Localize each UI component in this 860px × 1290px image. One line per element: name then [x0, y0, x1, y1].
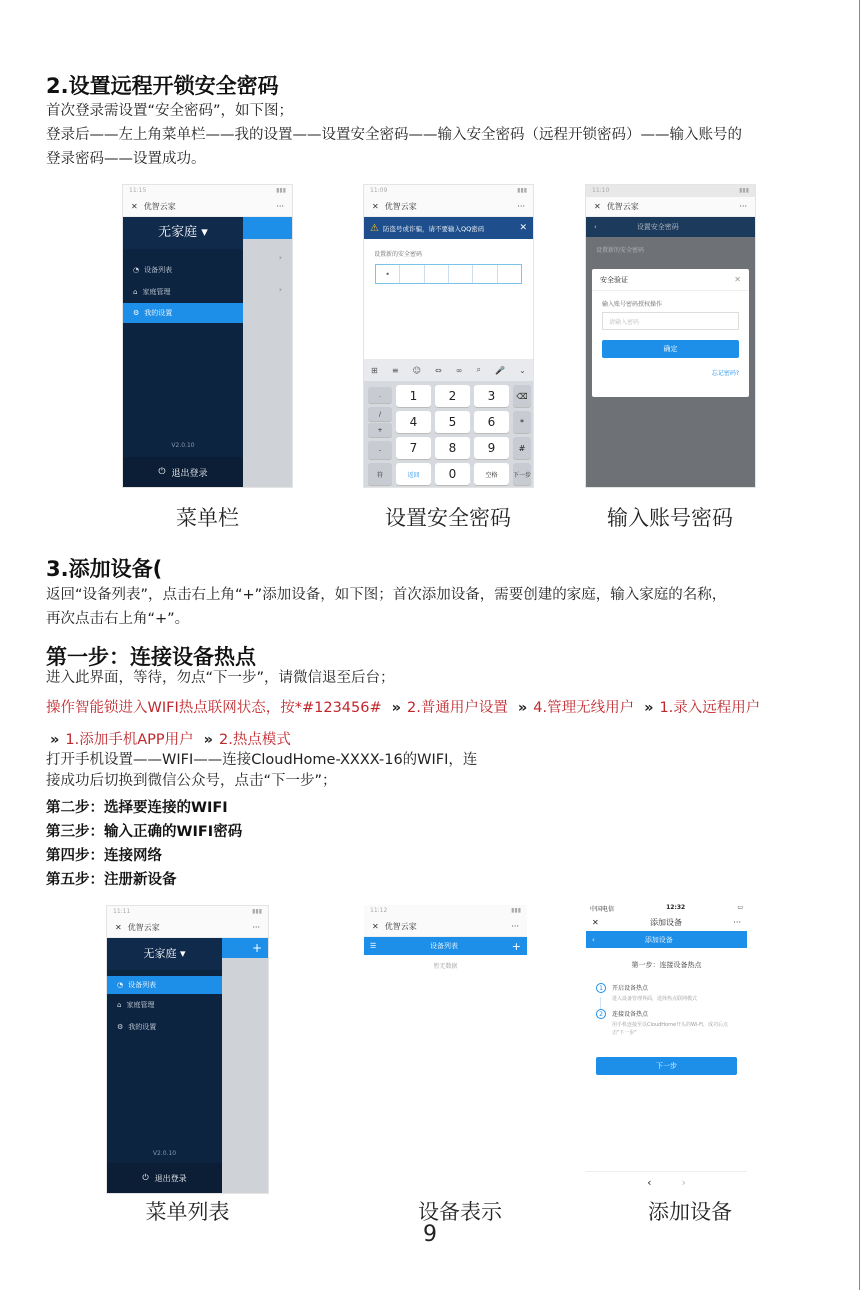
browser-nav [586, 1171, 747, 1193]
more-icon[interactable]: ··· [276, 202, 284, 211]
screenshot-menu: 11:15 ▮▮▮ ✕ 优智云家 ··· › › 无家庭 ▾ ◔ 设备列表 ⌂ 家庭管理 ⚙ 我的设置 V2.0.10 ⏻ 退出登录 [122, 184, 293, 488]
step1-line3: 接成功后切换到微信公众号，点击“下一步”； [46, 773, 337, 789]
security-dialog [592, 269, 749, 397]
close-icon[interactable]: ✕ [734, 275, 741, 284]
close-icon[interactable]: ✕ [372, 202, 379, 211]
screenshot-device-list: 11:12 ▮▮▮ ✕ 优智云家 ··· ☰ 设备列表 + 暂无数据 [364, 905, 527, 1015]
close-icon[interactable]: ✕ [131, 202, 138, 211]
version-label: V2.0.10 [171, 442, 195, 449]
add-device-header: ‹ 添加设备 [586, 931, 747, 948]
qq-warning-banner: ⚠ 防盗号或诈骗，请不要输入QQ密码 ✕ [364, 217, 533, 239]
add-icon[interactable]: + [511, 939, 521, 953]
caption-menu-list: 菜单列表 [145, 1200, 230, 1224]
home-selector[interactable]: 无家庭 ▾ [123, 217, 243, 249]
step1-title: 第一步：连接设备热点 [46, 645, 256, 669]
caption-device-list: 设备表示 [418, 1200, 502, 1224]
step5: 第五步：注册新设备 [46, 872, 177, 888]
keyboard-toolbar: ⊞ ≡ ☺ ⇔ ∞ ⌕ 🎤 ⌄ [364, 359, 533, 381]
menu-item-settings[interactable]: ⚙ 我的设置 [123, 303, 243, 323]
home-selector[interactable]: 无家庭 ▾ [107, 938, 222, 970]
section3-line2: 再次点击右上角“+”。 [46, 611, 190, 627]
more-icon[interactable]: ··· [733, 917, 741, 927]
dialog-label: 输入账号密码授权操作 [602, 301, 663, 308]
menu-overlay [222, 938, 268, 1193]
section3-line1: 返回“设备列表”，点击右上角“+”添加设备，如下图；首次添加设备，需要创建的家庭，输入家庭的名称， [46, 587, 727, 603]
logout-icon: ⏻ [158, 467, 166, 477]
empty-state: 暂无数据 [433, 963, 458, 970]
forward-arrow-icon[interactable]: › [681, 1176, 686, 1189]
logout-icon: ⏻ [142, 1173, 149, 1182]
home-icon: ⌂ [133, 288, 138, 296]
password-input[interactable]: 请输入密码 [602, 312, 739, 330]
screenshot-menu-list: 11:11 ▮▮▮ ✕ 优智云家 ··· + 无家庭 ▾ ◔ 设备列表 ⌂ 家庭管理 ⚙ 我的设置 V2.0.10 ⏻ 退出登录 [106, 905, 269, 1194]
gear-icon: ⚙ [117, 1023, 124, 1031]
confirm-button[interactable]: 确定 [602, 340, 739, 358]
close-icon[interactable]: ✕ [594, 202, 601, 211]
close-icon[interactable]: ✕ [115, 923, 122, 932]
screenshot-add-device: 中国电信 12:32 ▭ ✕ 添加设备 ··· ‹ 添加设备 第一步：连接设备热点 1 开启设备热点 进入设备管理界面，选择热点联网模式 2 连接设备热点 用手机连接至以CloudHome开头的Wi-Fi，成功后点击"下一步" 下一步 ‹ › [586, 903, 747, 1193]
menu-item-family[interactable]: ⌂ 家庭管理 [117, 1001, 155, 1009]
numeric-keyboard: ⊞ ≡ ☺ ⇔ ∞ ⌕ 🎤 ⌄ . / + - 1 2 3 4 5 6 7 8 9 ⌫ * # 符 返回 0 空格 下一步 [364, 359, 533, 487]
screenshot-set-password: 11:09 ▮▮▮ ✕ 优智云家 ··· ⚠ 防盗号或诈骗，请不要输入QQ密码 ✕ 设置新的安全密码 • ⊞ ≡ ☺ ⇔ ∞ ⌕ 🎤 ⌄ . / + - 1 2 3 4 5 6 7 8 9 ⌫ * # 符 返回 0 空格 下一步 [363, 184, 534, 488]
step2: 第二步：选择要连接的WIFI [46, 800, 228, 816]
menu-item-settings[interactable]: ⚙ 我的设置 [117, 1023, 157, 1031]
home-icon: ⌂ [117, 1001, 122, 1009]
version-label: V2.0.10 [152, 1150, 177, 1157]
section3-title: 3.添加设备( [46, 557, 163, 581]
forgot-password-link[interactable]: 忘记密码? [711, 370, 739, 377]
menu-overlay: › › [243, 217, 292, 487]
password-label: 设置新的安全密码 [374, 251, 423, 258]
close-icon[interactable]: ✕ [519, 223, 527, 233]
step-item-1: 1 开启设备热点 进入设备管理界面，选择热点联网模式 [596, 983, 736, 1002]
step4: 第四步：连接网络 [46, 848, 162, 864]
back-icon: ‹ [594, 223, 597, 231]
logout-button[interactable]: ⏻ 退出登录 [107, 1163, 222, 1193]
password-boxes[interactable]: • [375, 264, 522, 284]
gear-icon: ⚙ [133, 309, 140, 317]
caption-add-device: 添加设备 [648, 1200, 732, 1224]
add-icon[interactable]: + [222, 938, 268, 958]
more-icon[interactable]: ··· [252, 923, 260, 932]
lock-operation-path-2: » 1.添加手机APP用户 » 2.热点模式 [50, 732, 291, 748]
menu-item-devices[interactable]: ◔ 设备列表 [107, 976, 222, 994]
caption-menu: 菜单栏 [176, 506, 239, 530]
section2-title: 2.设置远程开锁安全密码 [46, 74, 279, 98]
device-icon: ◔ [133, 266, 140, 274]
warning-icon: ⚠ [370, 222, 379, 234]
side-menu [107, 938, 222, 1193]
more-icon[interactable]: ··· [517, 202, 525, 211]
device-list-header: ☰ 设备列表 + [364, 937, 527, 955]
step1-line2: 打开手机设置——WIFI——连接CloudHome-XXXX-16的WIFI，连 [46, 752, 478, 768]
backspace-key[interactable]: ⌫ [513, 385, 531, 407]
menu-icon[interactable]: ☰ [370, 942, 377, 950]
back-arrow-icon[interactable]: ‹ [647, 1176, 652, 1189]
section2-line2: 登录后——左上角菜单栏——我的设置——设置安全密码——输入安全密码（远程开锁密码）——输入账号的 [46, 127, 742, 143]
screenshot-verify: 11:10 ▮▮▮ ✕ 优智云家 ··· ‹ 设置安全密码 设置新的安全密码 安全验证 ✕ 输入账号密码授权操作 请输入密码 确定 忘记密码? [585, 184, 756, 488]
back-icon[interactable]: ‹ [592, 935, 595, 944]
section2-line1: 首次登录需设置“安全密码”，如下图； [46, 103, 294, 119]
logout-button[interactable]: ⏻ 退出登录 [123, 457, 243, 487]
more-icon[interactable]: ··· [739, 202, 747, 211]
step-title: 第一步：连接设备热点 [631, 961, 702, 969]
step3: 第三步：输入正确的WIFI密码 [46, 824, 243, 840]
step1-line1: 进入此界面，等待，勿点“下一步”，请微信退至后台； [46, 670, 395, 686]
page-number: 9 [423, 1222, 437, 1247]
caption-set-password: 设置安全密码 [385, 506, 511, 530]
caption-verify: 输入账号密码 [607, 506, 733, 530]
close-icon[interactable]: ✕ [372, 922, 379, 931]
dialog-title: 安全验证 [600, 275, 628, 284]
device-icon: ◔ [117, 981, 124, 989]
lock-operation-path: 操作智能锁进入WIFI热点联网状态，按*#123456# » 2.普通用户设置 » 4.管理无线用户 » 1.录入远程用户 [46, 700, 761, 716]
close-icon[interactable]: ✕ [592, 917, 599, 927]
section2-line3: 登录密码——设置成功。 [46, 151, 206, 167]
step-item-2: 2 连接设备热点 用手机连接至以CloudHome开头的Wi-Fi，成功后点击"下一步" [596, 1009, 736, 1037]
next-button[interactable]: 下一步 [596, 1057, 737, 1075]
more-icon[interactable]: ··· [511, 922, 519, 931]
side-menu [123, 217, 243, 487]
verify-header: ‹ 设置安全密码 [586, 217, 755, 237]
menu-item-devices[interactable]: ◔ 设备列表 [133, 266, 173, 274]
menu-item-family[interactable]: ⌂ 家庭管理 [133, 288, 171, 296]
